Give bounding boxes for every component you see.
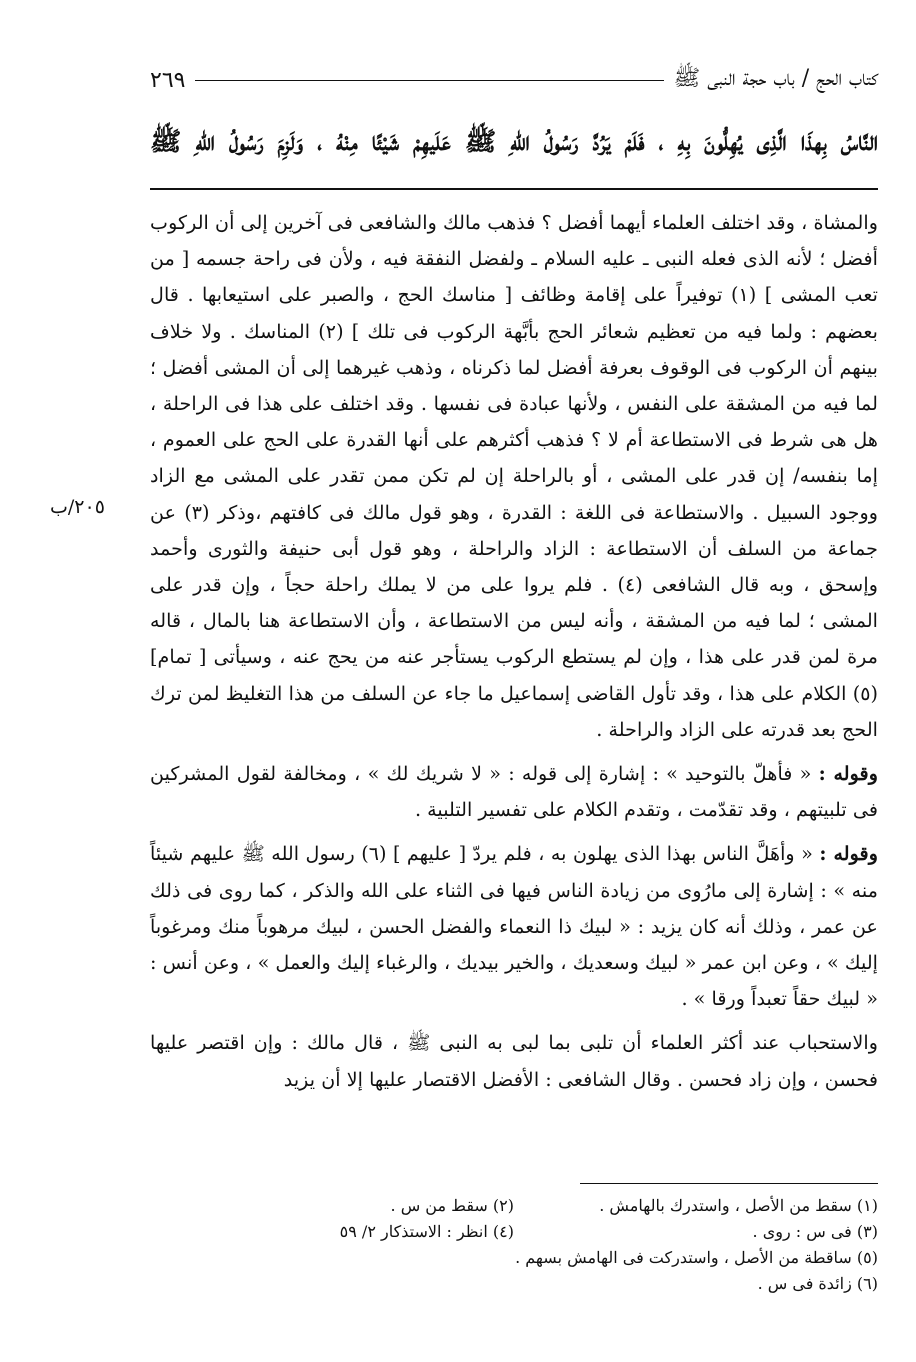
manuscript-folio-note: ٢٠٥/ب bbox=[50, 496, 105, 518]
section-divider bbox=[150, 188, 878, 190]
footnote-1: (١) سقط من الأصل ، واستدرك بالهامش . bbox=[599, 1196, 878, 1215]
paragraph-text: والاستحباب عند أكثر العلماء أن تلبى بما لبى به النبى ﷺ ، قال مالك : وإن اقتصر عليها فحسن ، وإن زاد فحسن . وقال الشافعى : الأفضل الاقتصار عليها إلا أن يزيد bbox=[150, 1031, 878, 1091]
paragraph-4 bbox=[150, 1025, 878, 1097]
paragraph-text: والمشاة ، وقد اختلف العلماء أيهما أفضل ؟ فذهب مالك والشافعى فى آخرين إلى أن الركوب أفضل ؛ لأنه الذى فعله النبى ـ عليه السلام ـ ولفضل النفقة فيه ، ولأن فى راحة جسمه [ من تعب المشى ] (١) توفيراً على إقامة وظائف [ مناسك الحج ، والصبر على استيعابها . قال بعضهم : ولما فيه من تعظيم شعائر الحج بأبَّهة الركوب فى تلك ] (٢) المناسك . ولا خلاف بينهم أن الركوب فى الوقوف بعرفة أفضل لما ذكرناه ، وذهب غيرهما إلى أن المشى أفضل ؛ لما فيه من المشقة على النفس ، ولأنها عبادة فى نفسها . وقد اختلف على هذا فى الراحلة ، هل هى شرط فى الاستطاعة أم لا ؟ فذهب أكثرهم على أنها القدرة على الحج على العموم ، إما بنفسه/ إن قدر على المشى ، أو بالراحلة إن لم تكن ممن تقدر على المشى مع الزاد ووجود السبيل . والاستطاعة فى اللغة : القدرة ، وهو قول مالك فى كافتهم ،وذكر (٣) عن جماعة من السلف أن الاستطاعة : الزاد والراحلة ، وهو قول أبى حنيفة والثورى وأحمد وإسحق ، وبه قال الشافعى (٤) . فلم يروا على من لا يملك راحلة حجاً ، وإن قدر على المشى ؛ لما فيه من المشقة ، وأنه ليس من الاستطاعة ، وأن الاستطاعة هنا بالمال ، قاله مرة لمن قدر على هذا ، وإن لم يستطع الركوب يستأجر عنه من يحج عنه ، وسيأتى [ تمام] (٥) الكلام على هذا ، وقد تأول القاضى إسماعيل ما جاء عن السلف من هذا التغليظ لمن ترك الحج بعد قدرته على الزاد والراحلة . bbox=[150, 211, 878, 741]
footnote-2: (٢) سقط من س . bbox=[390, 1196, 514, 1215]
chapter-title: كتاب الحج / باب حجة النبى ﷺ bbox=[673, 66, 878, 91]
footnote-row bbox=[150, 1193, 878, 1219]
footnotes bbox=[150, 1193, 878, 1297]
footnote-6: (٦) زائدة فى س . bbox=[757, 1274, 878, 1293]
paragraph-2 bbox=[150, 756, 878, 828]
footnote-row bbox=[150, 1219, 878, 1245]
paragraph-3 bbox=[150, 836, 878, 1017]
page-number: ٢٦٩ bbox=[150, 67, 186, 93]
running-header bbox=[150, 62, 878, 98]
paragraph-1 bbox=[150, 205, 878, 748]
footnote-4: (٤) انظر : الاستذكار ٢/ ٥٩ bbox=[339, 1222, 514, 1241]
paragraph-text: « وأهَلَّ الناس بهذا الذى يهلون به ، فلم يردّ [ عليهم ] (٦) رسول الله ﷺ عليهم شيئاً منه » : إشارة إلى مارُوى من زيادة الناس فيها فى الثناء على الله والذكر ، كما روى فى ذلك عن عمر ، وذلك أنه كان يزيد : « لبيك ذا النعماء والفضل الحسن ، لبيك مرهوباً منك ومرغوباً إليك » ، وعن ابن عمر « لبيك وسعديك ، والخير بيديك ، والرغباء إليك والعمل » ، وعن أنس : « لبيك حقاً تعبداً ورقا » . bbox=[150, 842, 878, 1011]
footnote-3: (٣) فى س : روى . bbox=[752, 1222, 878, 1241]
paragraph-lead: وقوله : bbox=[818, 762, 878, 786]
paragraph-text: « فأهلّ بالتوحيد » : إشارة إلى قوله : « لا شريك لك » ، ومخالفة لقول المشركين فى تلبيتهم ، وقد تقدّمت ، وتقدم الكلام على تفسير التلبية . bbox=[150, 762, 878, 822]
footnote-5: (٥) ساقطة من الأصل ، واستدركت فى الهامش بسهم . bbox=[515, 1248, 878, 1267]
paragraph-lead: وقوله : bbox=[819, 842, 878, 866]
header-rule bbox=[195, 80, 663, 81]
footnote-rule bbox=[580, 1183, 878, 1184]
commentary-body bbox=[150, 205, 878, 1098]
hadith-text: النَّاسُ بِهذَا الَّذِى يُهِلُّونَ بِهِ ، فَلَمْ يَرُدَّ رَسُولُ اللهِ ﷺ عَلَيهِمْ شَيْئًا مِنْهُ ، وَلَزِمَ رَسُولُ اللهِ ﷺ bbox=[150, 127, 878, 157]
